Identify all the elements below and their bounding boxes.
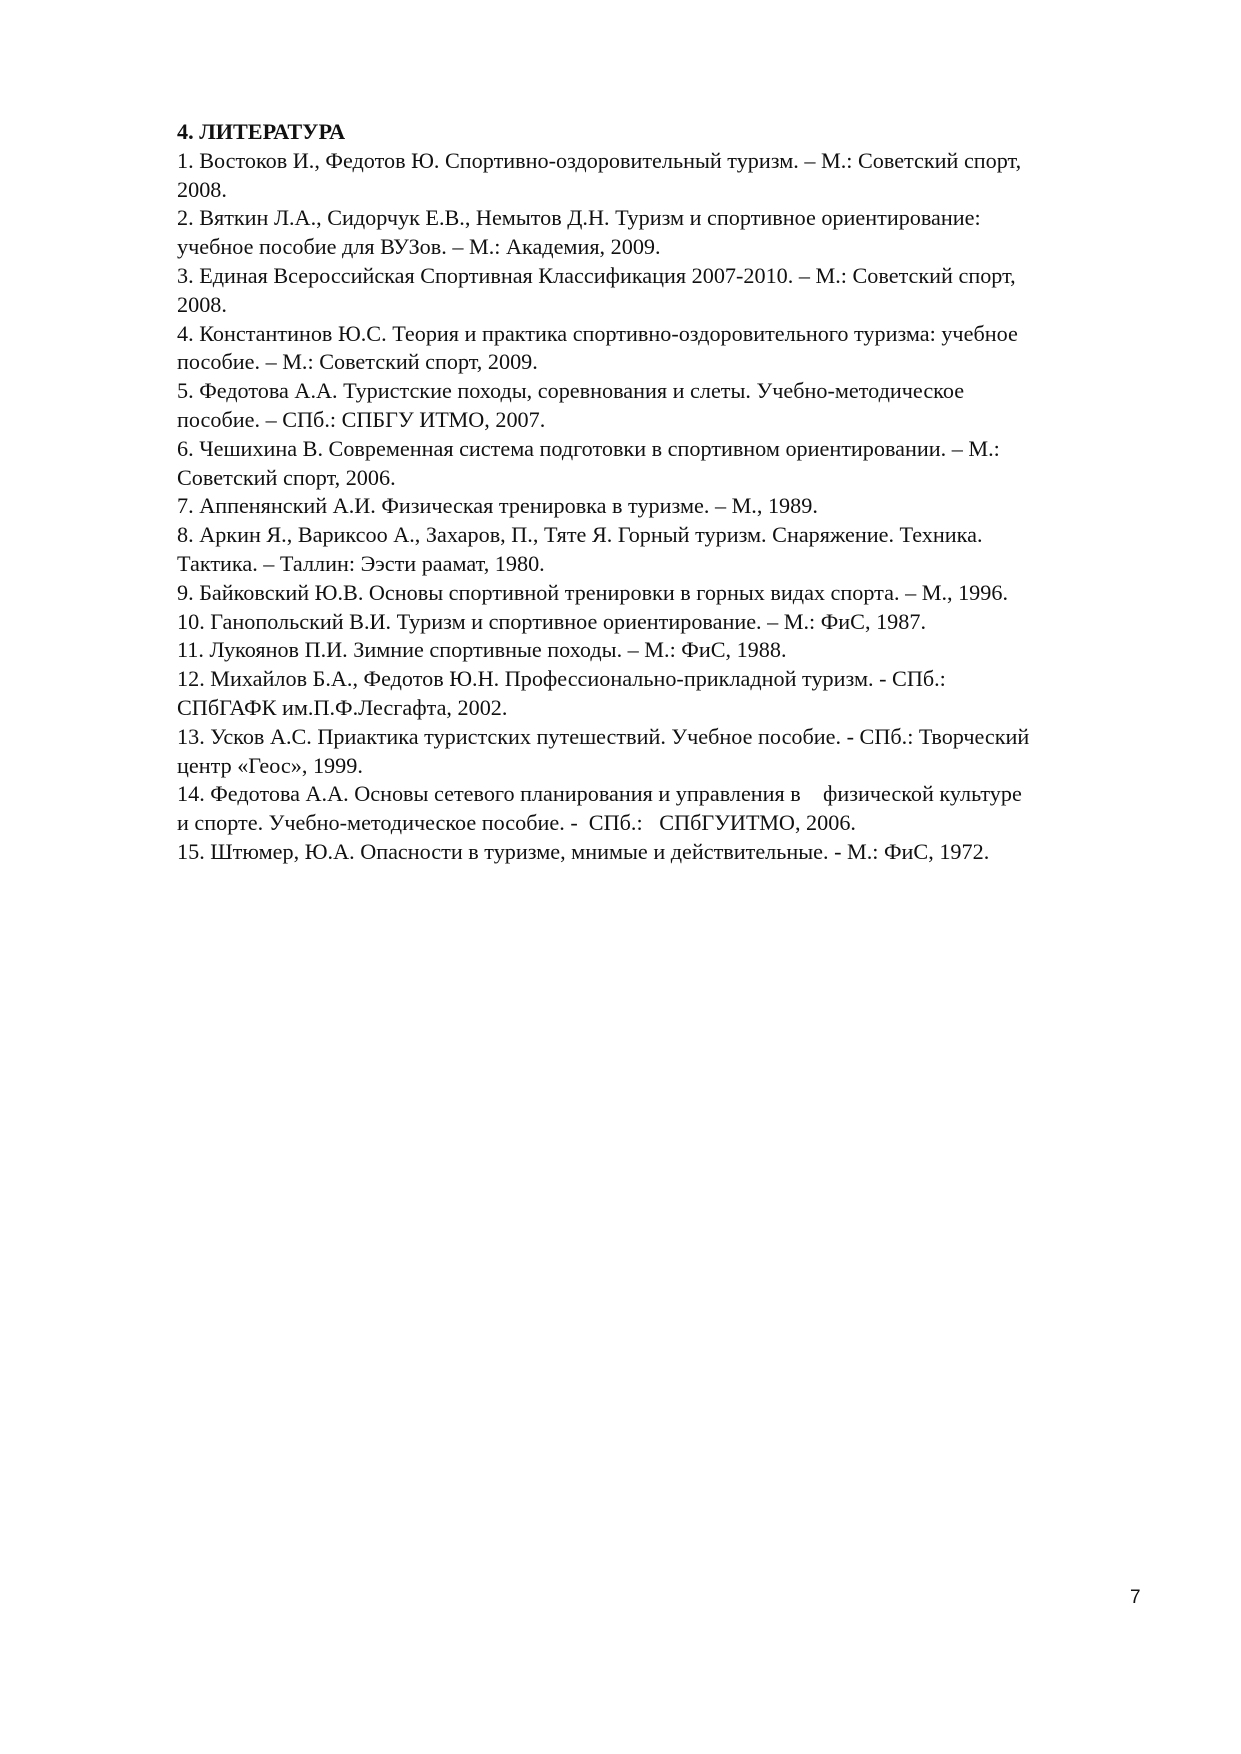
- reference-item: 2. Вяткин Л.А., Сидорчук Е.В., Немытов Д.Н. Туризм и спортивное ориентирование: учебное пособие для ВУЗов. – М.: Академия, 2009.: [177, 205, 981, 260]
- reference-item: 7. Аппенянский А.И. Физическая тренировка в туризме. – М., 1989.: [177, 493, 818, 519]
- reference-item: 8. Аркин Я., Вариксоо А., Захаров, П., Тяте Я. Горный туризм. Снаряжение. Техника. Тактика. – Таллин: Ээсти раамат, 1980.: [177, 522, 983, 576]
- reference-list: [177, 147, 1157, 867]
- reference-item: 12. Михайлов Б.А., Федотов Ю.Н. Профессионально-прикладной туризм. - СПб.: СПбГАФК им.П.Ф.Лесгафта, 2002.: [177, 666, 946, 720]
- reference-item: 14. Федотова А.А. Основы сетевого планирования и управления в физической культуре и спорте. Учебно-методическое пособие. - СПб.: СПбГУИТМО, 2006.: [177, 781, 1022, 836]
- reference-item: 1. Востоков И., Федотов Ю. Спортивно-оздоровительный туризм. – М.: Советский спорт, 2008.: [177, 147, 1022, 202]
- reference-item: 6. Чешихина В. Современная система подготовки в спортивном ориентировании. – М.: Советский спорт, 2006.: [177, 435, 1000, 490]
- page-number: 7: [1130, 1587, 1141, 1608]
- reference-item: 13. Усков А.С. Приактика туристских путешествий. Учебное пособие. - СПб.: Творческий центр «Геос», 1999.: [177, 723, 1030, 778]
- reference-item: 4. Константинов Ю.С. Теория и практика спортивно-оздоровительного туризма: учебное пособие. – М.: Советский спорт, 2009.: [177, 320, 1018, 375]
- section-heading: 4. ЛИТЕРАТУРА: [177, 119, 346, 144]
- reference-item: 11. Лукоянов П.И. Зимние спортивные походы. – М.: ФиС, 1988.: [177, 637, 787, 663]
- reference-item: 9. Байковский Ю.В. Основы спортивной тренировки в горных видах спорта. – М., 1996.: [177, 579, 1009, 605]
- literature-section: [177, 118, 1157, 867]
- reference-item: 3. Единая Всероссийская Спортивная Классификация 2007-2010. – М.: Советский спорт, 2008.: [177, 262, 1016, 317]
- reference-item: 5. Федотова А.А. Туристские походы, соревнования и слеты. Учебно-методическое пособие. – СПб.: СПБГУ ИТМО, 2007.: [177, 378, 965, 432]
- reference-item: 15. Штюмер, Ю.А. Опасности в туризме, мнимые и действительные. - М.: ФиС, 1972.: [177, 838, 990, 864]
- reference-item: 10. Ганопольский В.И. Туризм и спортивное ориентирование. – М.: ФиС, 1987.: [177, 608, 926, 634]
